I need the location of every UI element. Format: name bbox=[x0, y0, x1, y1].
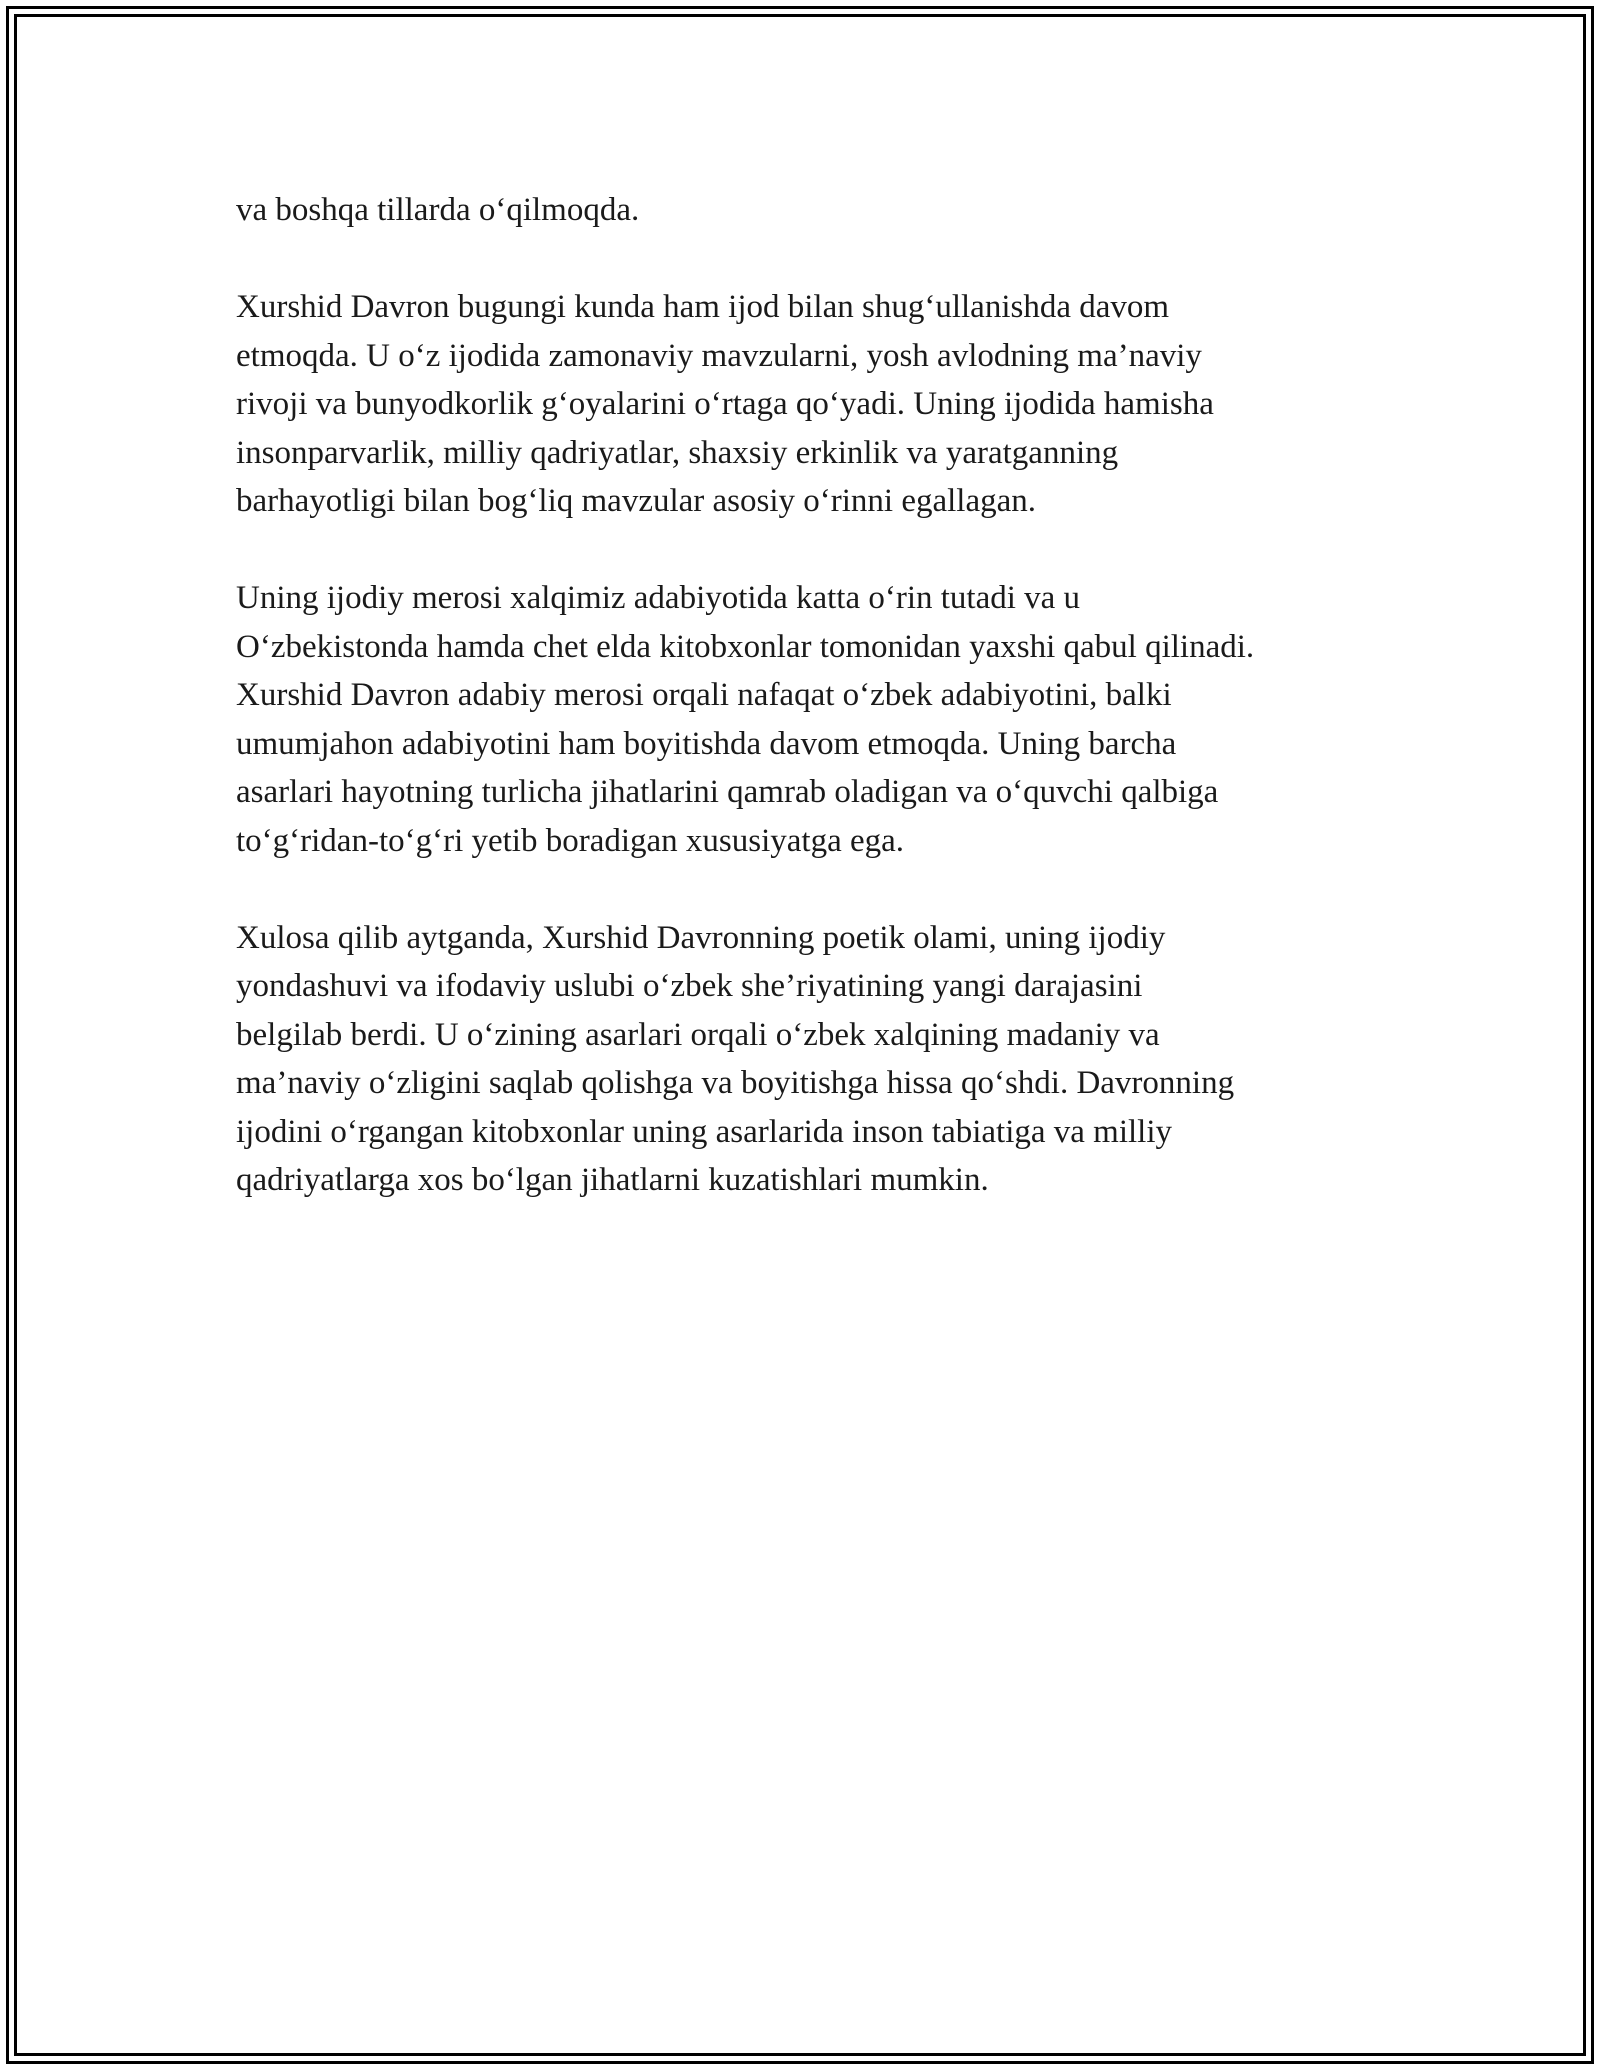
paragraph-current-work: Xurshid Davron bugungi kunda ham ijod bilan shug‘ullanishda davom etmoqda. U o‘z ijodida zamonaviy mavzularni, yosh avlodning ma’naviy rivoji va bunyodkorlik g‘oyalarini o‘rtaga qo‘yadi. Uning ijodida hamisha insonparvarlik, milliy qadriyatlar, shaxsiy erkinlik va yaratganning barhayotligi bilan bog‘liq mavzular asosiy o‘rinni egallagan. bbox=[236, 289, 1214, 519]
paragraph-legacy: Uning ijodiy merosi xalqimiz adabiyotida katta o‘rin tutadi va u O‘zbekistonda hamda chet elda kitobxonlar tomonidan yaxshi qabul qilinadi. Xurshid Davron adabiy merosi orqali nafaqat o‘zbek adabiyotini, balki umumjahon adabiyotini ham boyitishda davom etmoqda. Uning barcha asarlari hayotning turlicha jihatlarini qamrab oladigan va o‘quvchi qalbiga to‘g‘ridan-to‘g‘ri yetib boradigan xususiyatga ega. bbox=[236, 580, 1255, 859]
paragraph-conclusion: Xulosa qilib aytganda, Xurshid Davronning poetik olami, uning ijodiy yondashuvi va ifodaviy uslubi o‘zbek she’riyatining yangi darajasini belgilab berdi. U o‘zining asarlari orqali o‘zbek xalqining madaniy va ma’naviy o‘zligini saqlab qolishga va boyitishga hissa qo‘shdi. Davronning ijodini o‘rgangan kitobxonlar uning asarlarida inson tabiatiga va milliy qadriyatlarga xos bo‘lgan jihatlarni kuzatishlari mumkin. bbox=[236, 919, 1235, 1198]
paragraph-continuation: va boshqa tillarda o‘qilmoqda. bbox=[236, 192, 640, 228]
document-body bbox=[236, 186, 1386, 1253]
